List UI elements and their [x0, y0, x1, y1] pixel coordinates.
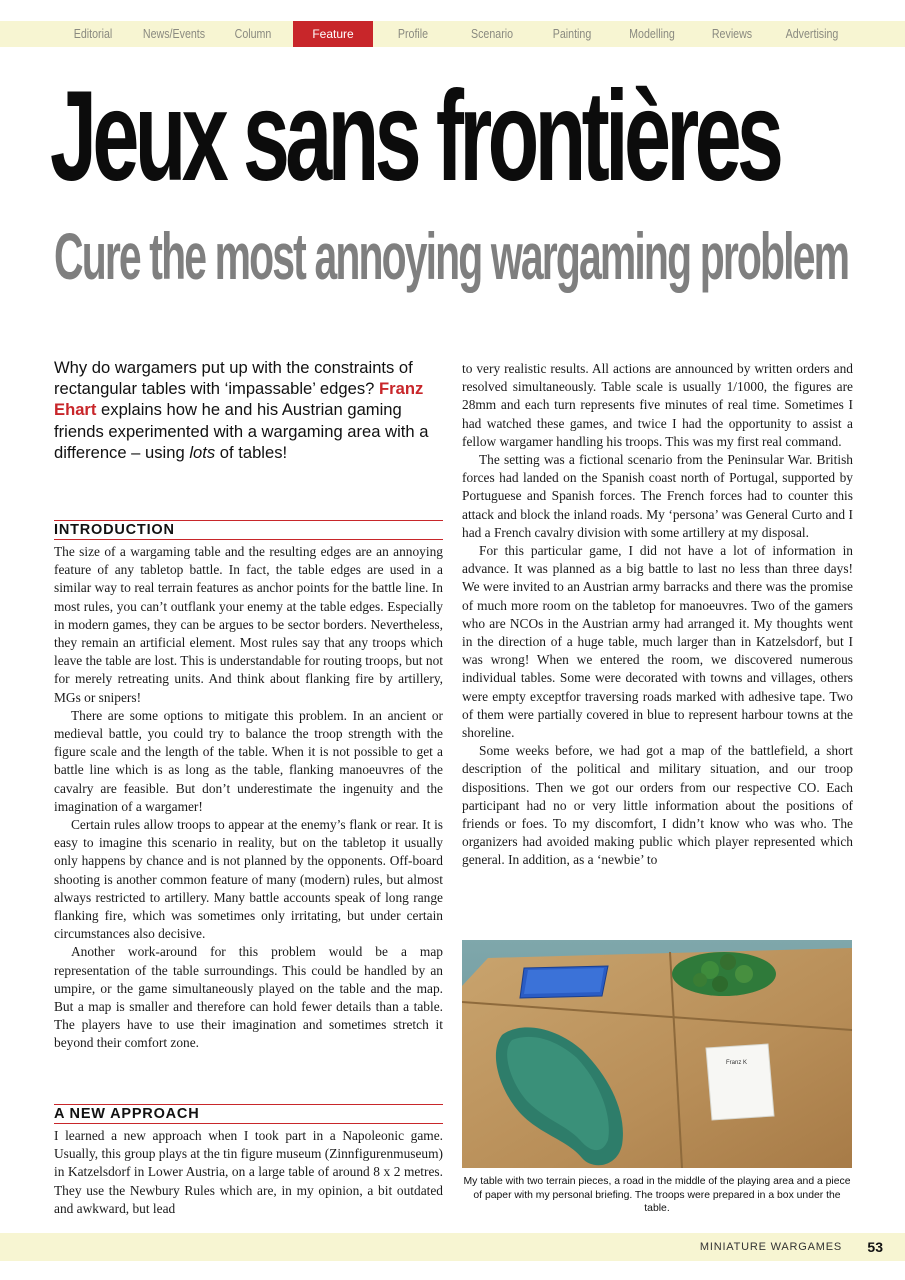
body-paragraph: The setting was a fictional scenario from the Peninsular War. British forces had landed on the Spanish coast north of Portugal, supported by Portuguese and Spanish forces. The French forces had to counter this attack and block the inland roads. My ‘persona’ was General Curto and I had a French cavalry division with some artillery at my disposal. [462, 452, 853, 540]
body-paragraph: The size of a wargaming table and the resulting edges are an annoying feature of any tabletop battle. In fact, the table edges are used in a similar way to real terrain features as anchor points for the battle line. In most rules, you can’t outflank your enemy at the table edges. Especially in modern games, they can be argues to be sector borders. Nevertheless, they remain an artificial element. Most rules say that any troops which leave the table are lost. This is understandable for routing troops, but not for merely retreating units. And think about flanking fire by artillery, MGs or snipers! [54, 544, 443, 705]
tabletop-photo-illustration [462, 940, 852, 1168]
body-paragraph: Certain rules allow troops to appear at the enemy’s flank or rear. It is easy to imagine this scenario in reality, but on the tabletop it usually only happens by chance and is not planned by the opponents. Off-board shooting is another common feature of many (modern) rules, but almost always restricted to artillery. Many battle accounts speak of long range flanking fire, which was sometimes only irritating, but under certain circumstances also decisive. [54, 817, 443, 942]
body-column-left-bottom [54, 1127, 443, 1218]
body-paragraph: I learned a new approach when I took part in a Napoleonic game. Usually, this group plays at the tin figure museum (Zinnfigurenmuseum) in Katzelsdorf in Lower Austria, on a large table of around 8 x 2 metres. They use the Newbury Rules which are, in my opinion, a bit outdated and awkward, but lead [54, 1128, 443, 1216]
body-column-right [462, 360, 853, 870]
magazine-name: MINIATURE WARGAMES [699, 1241, 842, 1253]
nav-item-advertising[interactable]: Advertising [785, 26, 839, 41]
nav-item-modelling[interactable]: Modelling [629, 26, 675, 41]
body-paragraph: For this particular game, I did not have a lot of information in advance. It was planned as a big battle to last no less than three days! We were invited to an Austrian army barracks and there was the promise of much more room on the tabletop for manoeuvres. Two of the gamers who are NCOs in the Austrian army had arranged it. My thoughts went in the direction of a huge table, much larger than in Katzelsdorf, but I was wrong! When we entered the room, we discovered numerous individual tables. Some were decorated with towns and villages, others were empty exceptfor traversing roads marked with adhesive tape. Two of them were partially covered in blue to represent harbour towns at the shoreline. [462, 543, 853, 741]
section-heading-new-approach: A NEW APPROACH [54, 1104, 443, 1124]
nav-item-editorial[interactable]: Editorial [73, 26, 113, 41]
nav-item-feature[interactable]: Feature [293, 21, 373, 47]
standfirst-text: Why do wargamers put up with the constraints of rectangular tables with ‘impassable’ edges? [54, 358, 413, 399]
body-paragraph: Some weeks before, we had got a map of the battlefield, a short description of the political and military situation, and our troop dispositions. Then we got our orders from our respective CO. Each participant had no or very little information about the positions of friends or foes. To my discomfort, I didn’t know who was who. The organizers had avoided making public which player represented which general. In addition, as a ‘newbie’ to [462, 743, 853, 868]
briefing-paper-text: Franz K [726, 1060, 748, 1066]
body-column-left [54, 543, 443, 1053]
standfirst-text: explains how he and his Austrian gaming friends experimented with a wargaming area with a difference – using [54, 400, 429, 462]
body-paragraph: There are some options to mitigate this problem. In an ancient or medieval battle, you could try to balance the troop strength with the figure scale and the length of the table. When it is not possible to get a battle line which is as long as the table, flanking manoeuvres of the cavalry are feasible. But don’t underestimate the ingenuity and the imagination of a wargamer! [54, 707, 443, 814]
standfirst-emphasis: lots [189, 442, 216, 462]
photo-caption: My table with two terrain pieces, a road in the middle of the playing area and a piece of paper with my personal briefing. The troops were prepared in a box under the table. [463, 1176, 851, 1214]
nav-item-profile[interactable]: Profile [397, 26, 429, 41]
nav-item-scenario[interactable]: Scenario [470, 26, 514, 41]
nav-item-reviews[interactable]: Reviews [711, 26, 753, 41]
body-paragraph: to very realistic results. All actions are announced by written orders and resolved simultaneously. Table scale is usually 1/1000, the figures are 28mm and each turn represents five minutes of real time. Sometimes I had watched these games, and twice I had the opportunity to assist a fellow wargamer handling his troops. This was my first real command. [462, 361, 853, 449]
author-name: Franz Ehart [54, 379, 424, 420]
page-footer [0, 1233, 905, 1261]
tabletop-photo [462, 940, 852, 1168]
page-number: 53 [867, 1239, 883, 1255]
section-heading-introduction: INTRODUCTION [54, 520, 443, 540]
standfirst-text: of tables! [219, 442, 288, 462]
article-standfirst [54, 357, 446, 463]
section-nav [0, 21, 905, 47]
nav-item-painting[interactable]: Painting [552, 26, 592, 41]
body-paragraph: Another work-around for this problem would be a map representation of the table surroundings. This could be handled by an umpire, or the game simultaneously played on the table and the map. But a map is smaller and therefore can hold fewer details than a table. The players have to use their imagination and sometimes stretch it beyond their comfort zone. [54, 944, 443, 1051]
article-title: Jeux sans frontières [50, 65, 780, 208]
nav-item-column[interactable]: Column [234, 26, 272, 41]
article-subtitle: Cure the most annoying wargaming problem [54, 219, 849, 293]
nav-item-news-events[interactable]: News/Events [142, 26, 206, 41]
